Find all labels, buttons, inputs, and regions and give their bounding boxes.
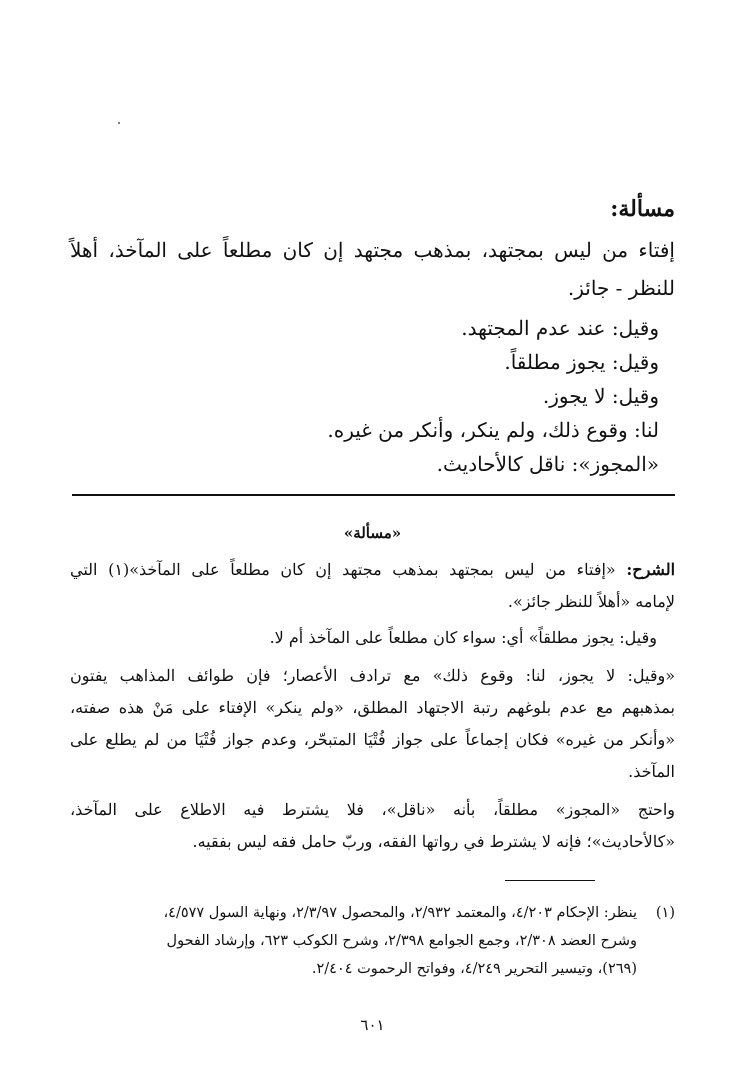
footnote-number: (١) <box>655 905 675 921</box>
footnote-line-1: ينظر: الإحكام ٤/٢٠٣، والمعتمد ٢/٩٣٢، والمحصول ٢/٣/٩٧، ونهاية السول ٤/٥٧٧، <box>163 905 637 921</box>
matn-lana: لنا: وقوع ذلك، ولم ينكر، وأنكر من غيره. <box>327 418 659 442</box>
sharh-para3-line1: «وقيل: لا يجوز، لنا: وقوع ذلك» مع ترادف الأعصار؛ فإن طوائف المذاهب يفتون <box>70 666 675 685</box>
matn-mujawwiz: «المجوز»: ناقل كالأحاديث. <box>436 452 659 476</box>
footnote-line-3: (٢٦٩)، وتيسير التحرير ٤/٢٤٩، وفواتح الرحموت ٢/٤٠٤. <box>311 961 637 977</box>
sharh-para1-line1 <box>70 560 675 579</box>
matn-qawl-3: وقيل: لا يجوز. <box>542 384 659 408</box>
sharh-label: الشرح: <box>626 560 676 579</box>
sharh-para3-line2: بمذهبهم مع عدم بلوغهم رتبة الاجتهاد المطلق، «ولم ينكر» الإفتاء على مَنْ هذه صفته، <box>70 698 675 717</box>
matn-para1-line2: للنظر - جائز. <box>567 276 675 300</box>
sharh-para2-line1: وقيل: يجوز مطلقاً» أي: سواء كان مطلعاً على المآخذ أم لا. <box>269 628 657 647</box>
footnote-divider <box>505 880 595 881</box>
sharh-para1-text: «إفتاء من ليس بمجتهد بمذهب مجتهد إن كان مطلعاً على المآخذ»(١) التي <box>70 560 616 579</box>
sharh-para1-line2: لإمامه «أهلاً للنظر جائز». <box>507 592 675 611</box>
matn-qawl-2: وقيل: يجوز مطلقاً. <box>504 350 659 374</box>
section-divider <box>72 494 675 496</box>
sharh-para4-line2: «كالأحاديث»؛ فإنه لا يشترط في رواتها الفقه، وربّ حامل فقه ليس بفقيه. <box>192 832 675 851</box>
scan-speck <box>118 122 120 124</box>
sharh-heading: «مسألة» <box>343 524 402 542</box>
matn-heading: مسألة: <box>610 196 675 222</box>
matn-para1-line1: إفتاء من ليس بمجتهد، بمذهب مجتهد إن كان مطلعاً على المآخذ، أهلاً <box>70 238 675 262</box>
sharh-para4-line1: واحتج «المجوز» مطلقاً، بأنه «ناقل»، فلا يشترط فيه الاطلاع على المآخذ، <box>70 800 675 819</box>
footnote-line-2: وشرح العضد ٢/٣٠٨، وجمع الجوامع ٢/٣٩٨، وشرح الكوكب ٦٢٣، وإرشاد الفحول <box>166 933 637 949</box>
matn-qawl-1: وقيل: عند عدم المجتهد. <box>461 316 659 340</box>
sharh-para3-line3: «وأنكر من غيره» فكان إجماعاً على جواز فُتْيَا المتبحّر، وعدم جواز فُتْيَا من لم يطلع على <box>70 730 675 749</box>
sharh-para3-line4: المآخذ. <box>628 762 675 781</box>
page-number: ٦٠١ <box>360 1016 385 1034</box>
